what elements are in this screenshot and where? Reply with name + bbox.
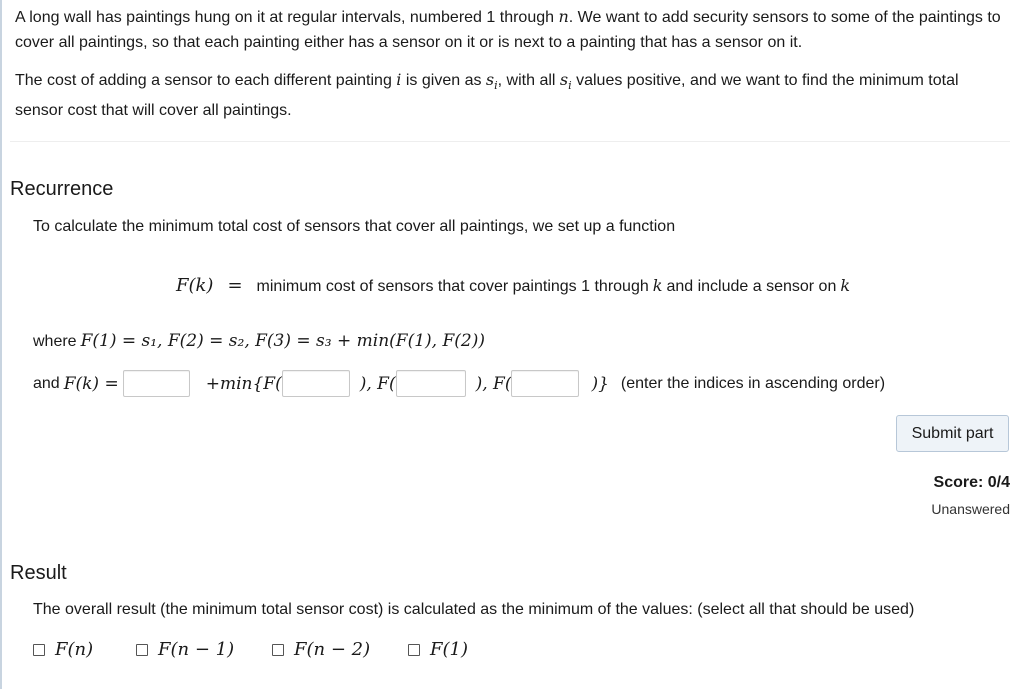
text: , with all [497,72,560,89]
math-separator: ), F( [359,373,396,394]
definition-text: minimum cost of sensors that cover paintings 1 through [256,278,649,295]
recurrence-intro: To calculate the minimum total cost of sensors that cover all paintings, we set up a function [33,218,676,235]
math-n: n [558,7,569,26]
index-input-3[interactable] [511,370,579,397]
option-f-n-minus-1[interactable] [136,639,234,660]
section-divider [10,141,1010,142]
math-close: )} [591,373,609,394]
math-fk-eq: F(k) = [63,373,119,394]
equals-sign: = [227,275,243,296]
problem-paragraph-2 [15,67,1005,123]
and-label: and [33,374,60,392]
order-hint: (enter the indices in ascending order) [620,374,886,392]
math-sub: i [494,79,498,93]
option-label: F(n − 1) [158,639,235,660]
result-prompt: The overall result (the minimum total sensor cost) is calculated as the minimum of the values: (select all that should be used) [33,601,915,618]
definition-text: and include a sensor on [666,278,837,295]
option-f-n[interactable] [33,639,93,660]
math-k: k [652,276,663,295]
base-cases-math: F(1) = s₁, F(2) = s₂, F(3) = s₃ + min(F(1), F(2)) [80,331,485,351]
checkbox[interactable] [136,644,148,656]
left-border [0,0,2,689]
function-definition [176,275,850,296]
math-separator: ), F( [475,373,512,394]
math-sub: i [568,79,572,93]
option-f-n-minus-2[interactable] [272,639,370,660]
text: . We want to add security sensors to some of the paintings to cover all paintings, so that each painting either has a sensor on it or is next to a painting that has a sensor on it. [15,9,1001,51]
text: values positive, and we want to find the minimum total sensor cost that will cover all paintings. [15,72,959,120]
cost-input[interactable] [123,370,190,397]
math-fk: F(k) [176,275,214,296]
option-label: F(n − 2) [294,639,371,660]
math-i: i [396,70,402,89]
where-label: where [33,333,77,350]
option-label: F(1) [430,639,468,660]
problem-paragraph-1 [15,4,1005,55]
submit-part-button[interactable]: Submit part [896,415,1009,452]
checkbox[interactable] [272,644,284,656]
math-k: k [840,276,851,295]
index-input-1[interactable] [282,370,350,397]
checkbox[interactable] [33,644,45,656]
score-label: Score: 0/4 [933,474,1010,491]
text: The cost of adding a sensor to each different painting [15,72,397,89]
option-label: F(n) [55,639,94,660]
base-cases [33,331,485,351]
math-plus-min: +min{F( [205,373,282,394]
index-input-2[interactable] [396,370,466,397]
problem-statement [15,4,1005,135]
math-s: s [485,70,495,89]
status-label: Unanswered [931,501,1010,517]
recurrence-line [33,370,885,397]
text: is given as [401,72,486,89]
option-f-1[interactable] [408,639,468,660]
checkbox[interactable] [408,644,420,656]
recurrence-heading: Recurrence [10,178,114,200]
text: A long wall has paintings hung on it at regular intervals, numbered 1 through [15,9,559,26]
math-s: s [559,70,569,89]
result-heading: Result [10,562,67,584]
